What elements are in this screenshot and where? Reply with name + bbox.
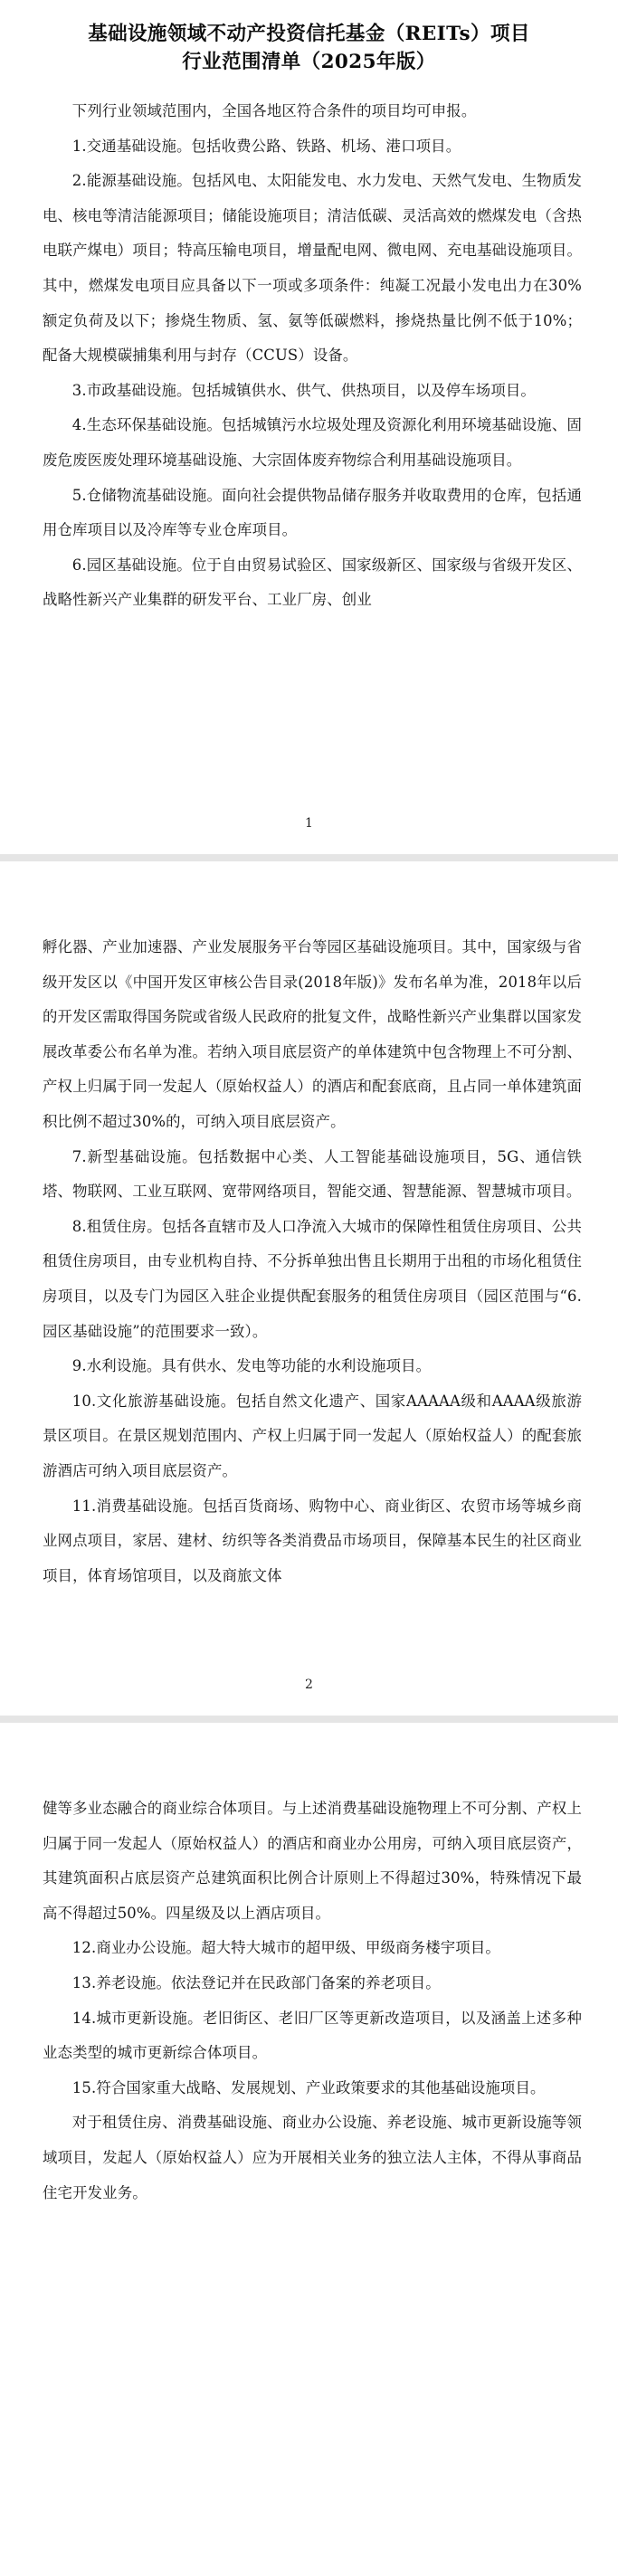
page-separator-2 [0,1716,618,1723]
paragraph-closing: 对于租赁住房、消费基础设施、商业办公设施、养老设施、城市更新设施等领域项目，发起人（原始权益人）应为开展相关业务的独立法人主体，不得从事商品住宅开发业务。 [43,2114,582,2201]
document-page-3 [0,1723,618,2576]
paragraph-item-10: 10.文化旅游基础设施。包括自然文化遗产、国家AAAAA级和AAAA级旅游景区项目。在景区规划范围内、产权上归属于同一发起人（原始权益人）的配套旅游酒店可纳入项目底层资产。 [43,1392,582,1479]
title-body-spacer [0,76,618,94]
paragraph-intro: 下列行业领域范围内，全国各地区符合条件的项目均可申报。 [71,102,477,119]
paragraph-item-9: 9.水利设施。具有供水、发电等功能的水利设施项目。 [71,1357,432,1375]
page-title [0,0,618,76]
paragraph-item-13: 13.养老设施。依法登记并在民政部门备案的养老项目。 [71,1973,441,1991]
page-2-content [0,930,618,1593]
paragraph-item-3: 3.市政基础设施。包括城镇供水、供气、供热项目，以及停车场项目。 [71,381,536,399]
paragraph-item-11-continued-next-page: 11.消费基础设施。包括百货商场、购物中心、商业街区、农贸市场等城乡商业网点项目，家居、建材、纺织等各类消费品市场项目，保障基本民生的社区商业项目，体育场馆项目，以及商旅文体 [43,1497,582,1584]
page-title-line-1: 基础设施领域不动产投资信托基金（REITs）项目 [88,23,530,45]
document-page-2 [0,861,618,1716]
paragraph-item-2: 2.能源基础设施。包括风电、太阳能发电、水力发电、天然气发电、生物质发电、核电等清洁能源项目；储能设施项目；清洁低碳、灵活高效的燃煤发电（含热电联产煤电）项目；特高压输电项目，增量配电网、微电网、充电基础设施项目。其中，燃煤发电项目应具备以下一项或多项条件：纯凝工况最小发电出力在30%额定负荷及以下；掺烧生物质、氢、氨等低碳燃料，掺烧热量比例不低于10%；配备大规模碳捕集利用与封存（CCUS）设备。 [43,172,582,365]
paragraph-item-6-continuation: 孵化器、产业加速器、产业发展服务平台等园区基础设施项目。其中，国家级与省级开发区以《中国开发区审核公告目录(2018年版)》发布名单为准，2018年以后的开发区需取得国务院或省级人民政府的批复文件，战略性新兴产业集群以国家发展改革委公布名单为准。若纳入项目底层资产的单体建筑中包含物理上不可分割、产权上归属于同一发起人（原始权益人）的酒店和配套底商，且占同一单体建筑面积比例不超过30%的，可纳入项目底层资产。 [43,938,582,1130]
paragraph-item-11-continuation: 健等多业态融合的商业综合体项目。与上述消费基础设施物理上不可分割、产权上归属于同一发起人（原始权益人）的酒店和商业办公用房，可纳入项目底层资产，其建筑面积占底层资产总建筑面积比例合计原则上不得超过30%，特殊情况下最高不得超过50%。四星级及以上酒店项目。 [43,1800,582,1922]
page-1-content [0,94,618,618]
page-number-1: 1 [305,816,313,831]
paragraph-item-6-continued-next-page: 6.园区基础设施。位于自由贸易试验区、国家级新区、国家级与省级开发区、战略性新兴产业集群的研发平台、工业厂房、创业 [43,556,582,609]
paragraph-item-15: 15.符合国家重大战略、发展规划、产业政策要求的其他基础设施项目。 [71,2078,546,2096]
paragraph-item-12: 12.商业办公设施。超大特大城市的超甲级、甲级商务楼宇项目。 [71,1939,500,1957]
paragraph-item-7: 7.新型基础设施。包括数据中心类、人工智能基础设施项目，5G、通信铁塔、物联网、工业互联网、宽带网络项目，智能交通、智慧能源、智慧城市项目。 [43,1147,582,1201]
page-number-2: 2 [305,1678,313,1692]
paragraph-item-1: 1.交通基础设施。包括收费公路、铁路、机场、港口项目。 [71,137,461,155]
page-separator-1 [0,854,618,861]
paragraph-item-14: 14.城市更新设施。老旧街区、老旧厂区等更新改造项目，以及涵盖上述多种业态类型的城市更新综合体项目。 [43,2009,582,2062]
paragraph-item-5: 5.仓储物流基础设施。面向社会提供物品储存服务并收取费用的仓库，包括通用仓库项目以及冷库等专业仓库项目。 [43,486,582,539]
page-title-line-2: 行业范围清单（2025年版） [182,51,436,73]
document-page-1 [0,0,618,854]
paragraph-item-4: 4.生态环保基础设施。包括城镇污水垃圾处理及资源化利用环境基础设施、固废危废医废处理环境基础设施、大宗固体废弃物综合利用基础设施项目。 [43,416,582,469]
page-3-top-margin [0,1723,618,1792]
page-3-content [0,1792,618,2210]
paragraph-item-8: 8.租赁住房。包括各直辖市及人口净流入大城市的保障性租赁住房项目、公共租赁住房项目，由专业机构自持、不分拆单独出售且长期用于出租的市场化租赁住房项目，以及专门为园区入驻企业提供配套服务的租赁住房项目（园区范围与“6.园区基础设施”的范围要求一致）。 [43,1217,582,1340]
page-2-top-margin [0,861,618,930]
